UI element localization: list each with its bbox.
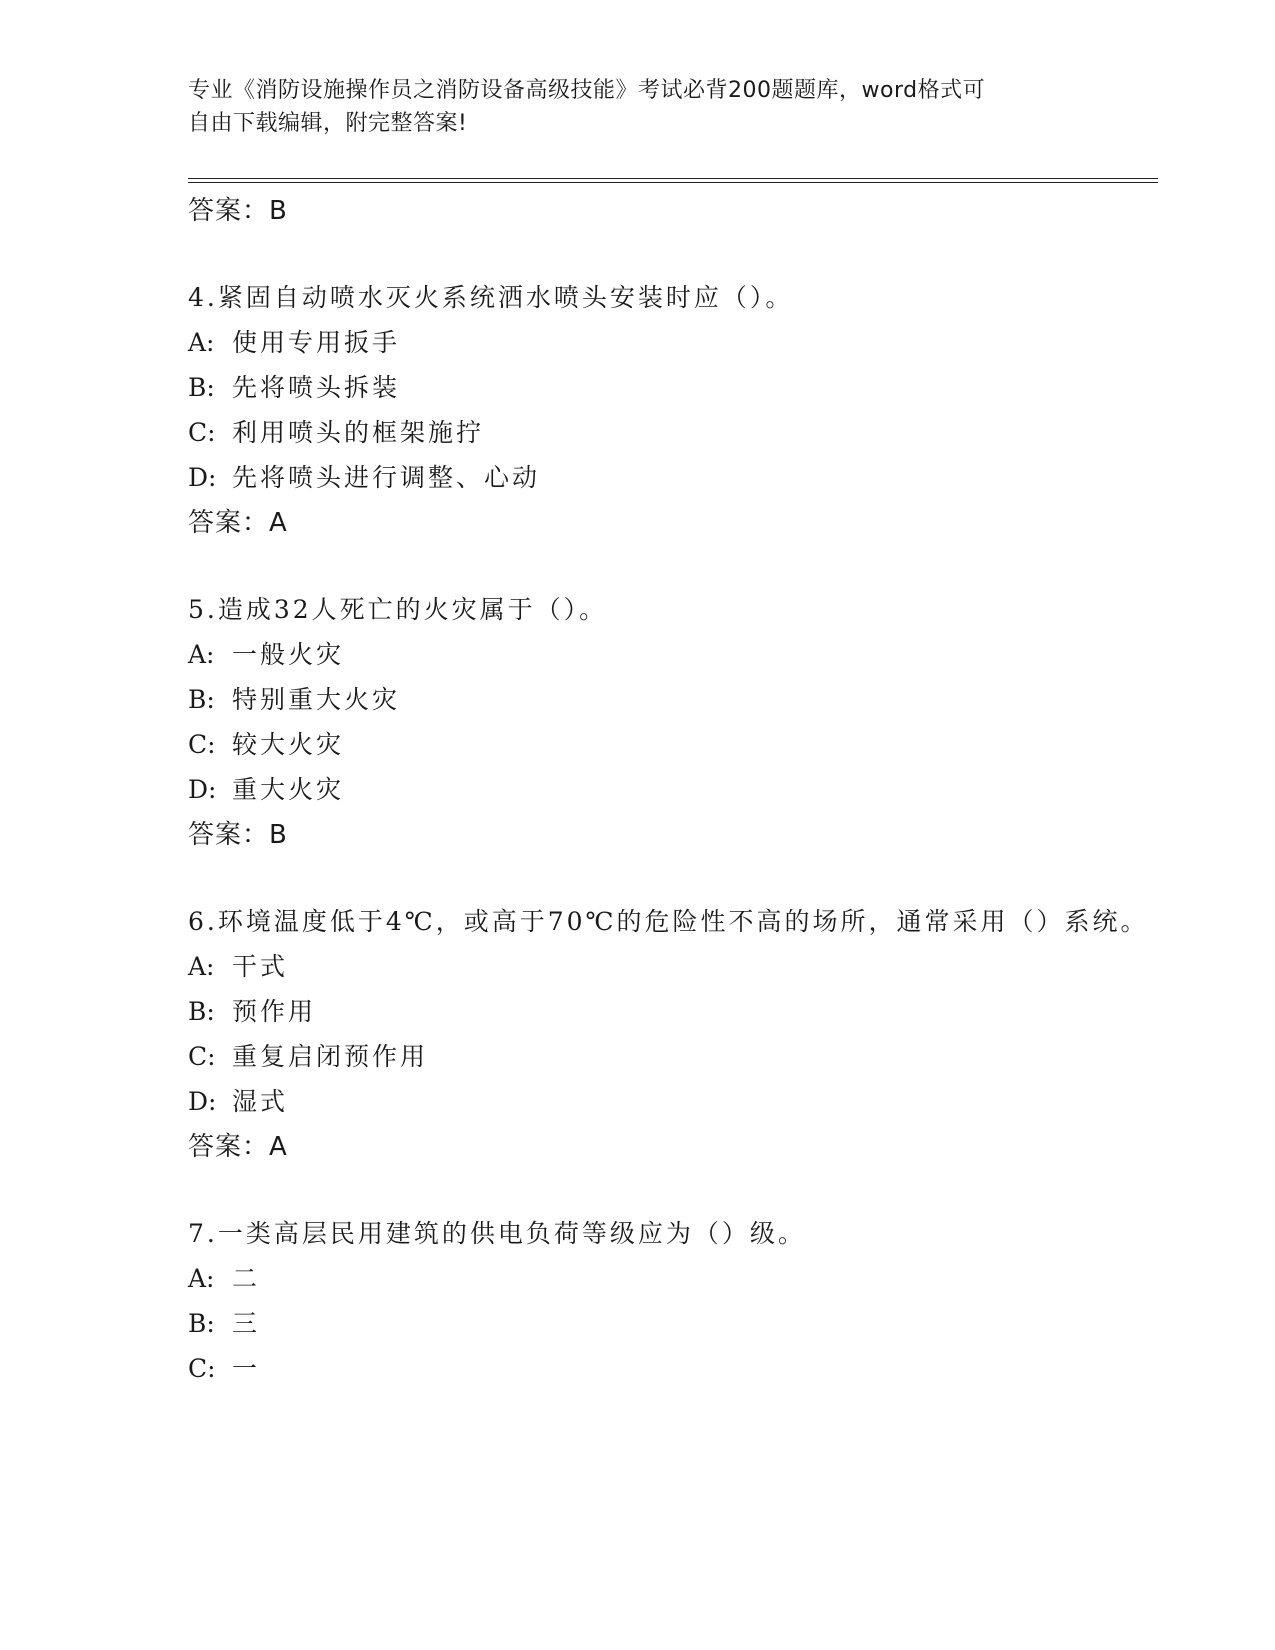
question-5	[188, 587, 1158, 858]
option-key: D:	[188, 775, 217, 804]
question-list	[188, 188, 1158, 1391]
answer-6: 答案：A	[188, 1132, 288, 1162]
option-text: 较大火灾	[232, 730, 345, 759]
page-header	[188, 74, 1088, 140]
answer-4: 答案：A	[188, 508, 288, 538]
option-key: A:	[188, 328, 215, 357]
header-divider	[188, 178, 1158, 183]
option-key: C:	[188, 1354, 216, 1383]
question-5-option-b	[188, 677, 1158, 722]
question-5-stem: 5.造成32人死亡的火灾属于（）。	[188, 595, 608, 624]
question-4-option-d	[188, 455, 1158, 500]
question-4-option-c	[188, 410, 1158, 455]
option-text: 一般火灾	[232, 640, 345, 669]
option-key: B:	[188, 685, 215, 714]
option-key: A:	[188, 952, 215, 981]
option-text: 重大火灾	[232, 775, 345, 804]
question-7-stem: 7.一类高层民用建筑的供电负荷等级应为（）级。	[188, 1219, 806, 1248]
option-key: C:	[188, 730, 216, 759]
question-5-option-c	[188, 722, 1158, 767]
option-text: 二	[232, 1264, 261, 1293]
option-key: B:	[188, 1309, 215, 1338]
answer-3: 答案：B	[188, 196, 288, 226]
option-key: D:	[188, 1087, 217, 1116]
option-text: 先将喷头进行调整、心动	[232, 463, 541, 492]
option-key: B:	[188, 997, 215, 1026]
option-text: 利用喷头的框架施拧	[232, 418, 485, 447]
question-6-option-c	[188, 1034, 1158, 1079]
option-key: C:	[188, 418, 216, 447]
option-text: 预作用	[232, 997, 317, 1026]
question-4-option-a	[188, 320, 1158, 365]
question-4-option-b	[188, 365, 1158, 410]
question-7	[188, 1211, 1158, 1391]
option-text: 特别重大火灾	[232, 685, 401, 714]
option-key: B:	[188, 373, 215, 402]
option-text: 先将喷头拆装	[232, 373, 401, 402]
header-line-2: 自由下载编辑，附完整答案!	[188, 111, 468, 136]
option-text: 一	[232, 1354, 261, 1383]
answer-5: 答案：B	[188, 820, 288, 850]
option-text: 干式	[232, 952, 289, 981]
option-text: 重复启闭预作用	[232, 1042, 429, 1071]
option-key: D:	[188, 463, 217, 492]
option-key: C:	[188, 1042, 216, 1071]
option-key: A:	[188, 1264, 215, 1293]
question-6-option-a	[188, 944, 1158, 989]
question-4	[188, 275, 1158, 546]
question-4-stem: 4.紧固自动喷水灭火系统洒水喷头安装时应（）。	[188, 283, 794, 312]
question-7-option-a	[188, 1256, 1158, 1301]
option-text: 三	[232, 1309, 261, 1338]
option-text: 湿式	[232, 1087, 289, 1116]
option-text: 使用专用扳手	[232, 328, 401, 357]
question-5-option-a	[188, 632, 1158, 677]
question-5-option-d	[188, 767, 1158, 812]
question-6-option-d	[188, 1079, 1158, 1124]
question-7-option-c	[188, 1346, 1158, 1391]
header-line-1: 专业《消防设施操作员之消防设备高级技能》考试必背200题题库，word格式可	[188, 78, 986, 103]
option-key: A:	[188, 640, 215, 669]
question-7-option-b	[188, 1301, 1158, 1346]
question-6	[188, 899, 1158, 1170]
question-6-option-b	[188, 989, 1158, 1034]
question-6-stem: 6.环境温度低于4℃，或高于70℃的危险性不高的场所，通常采用（）系统。	[188, 907, 1149, 936]
